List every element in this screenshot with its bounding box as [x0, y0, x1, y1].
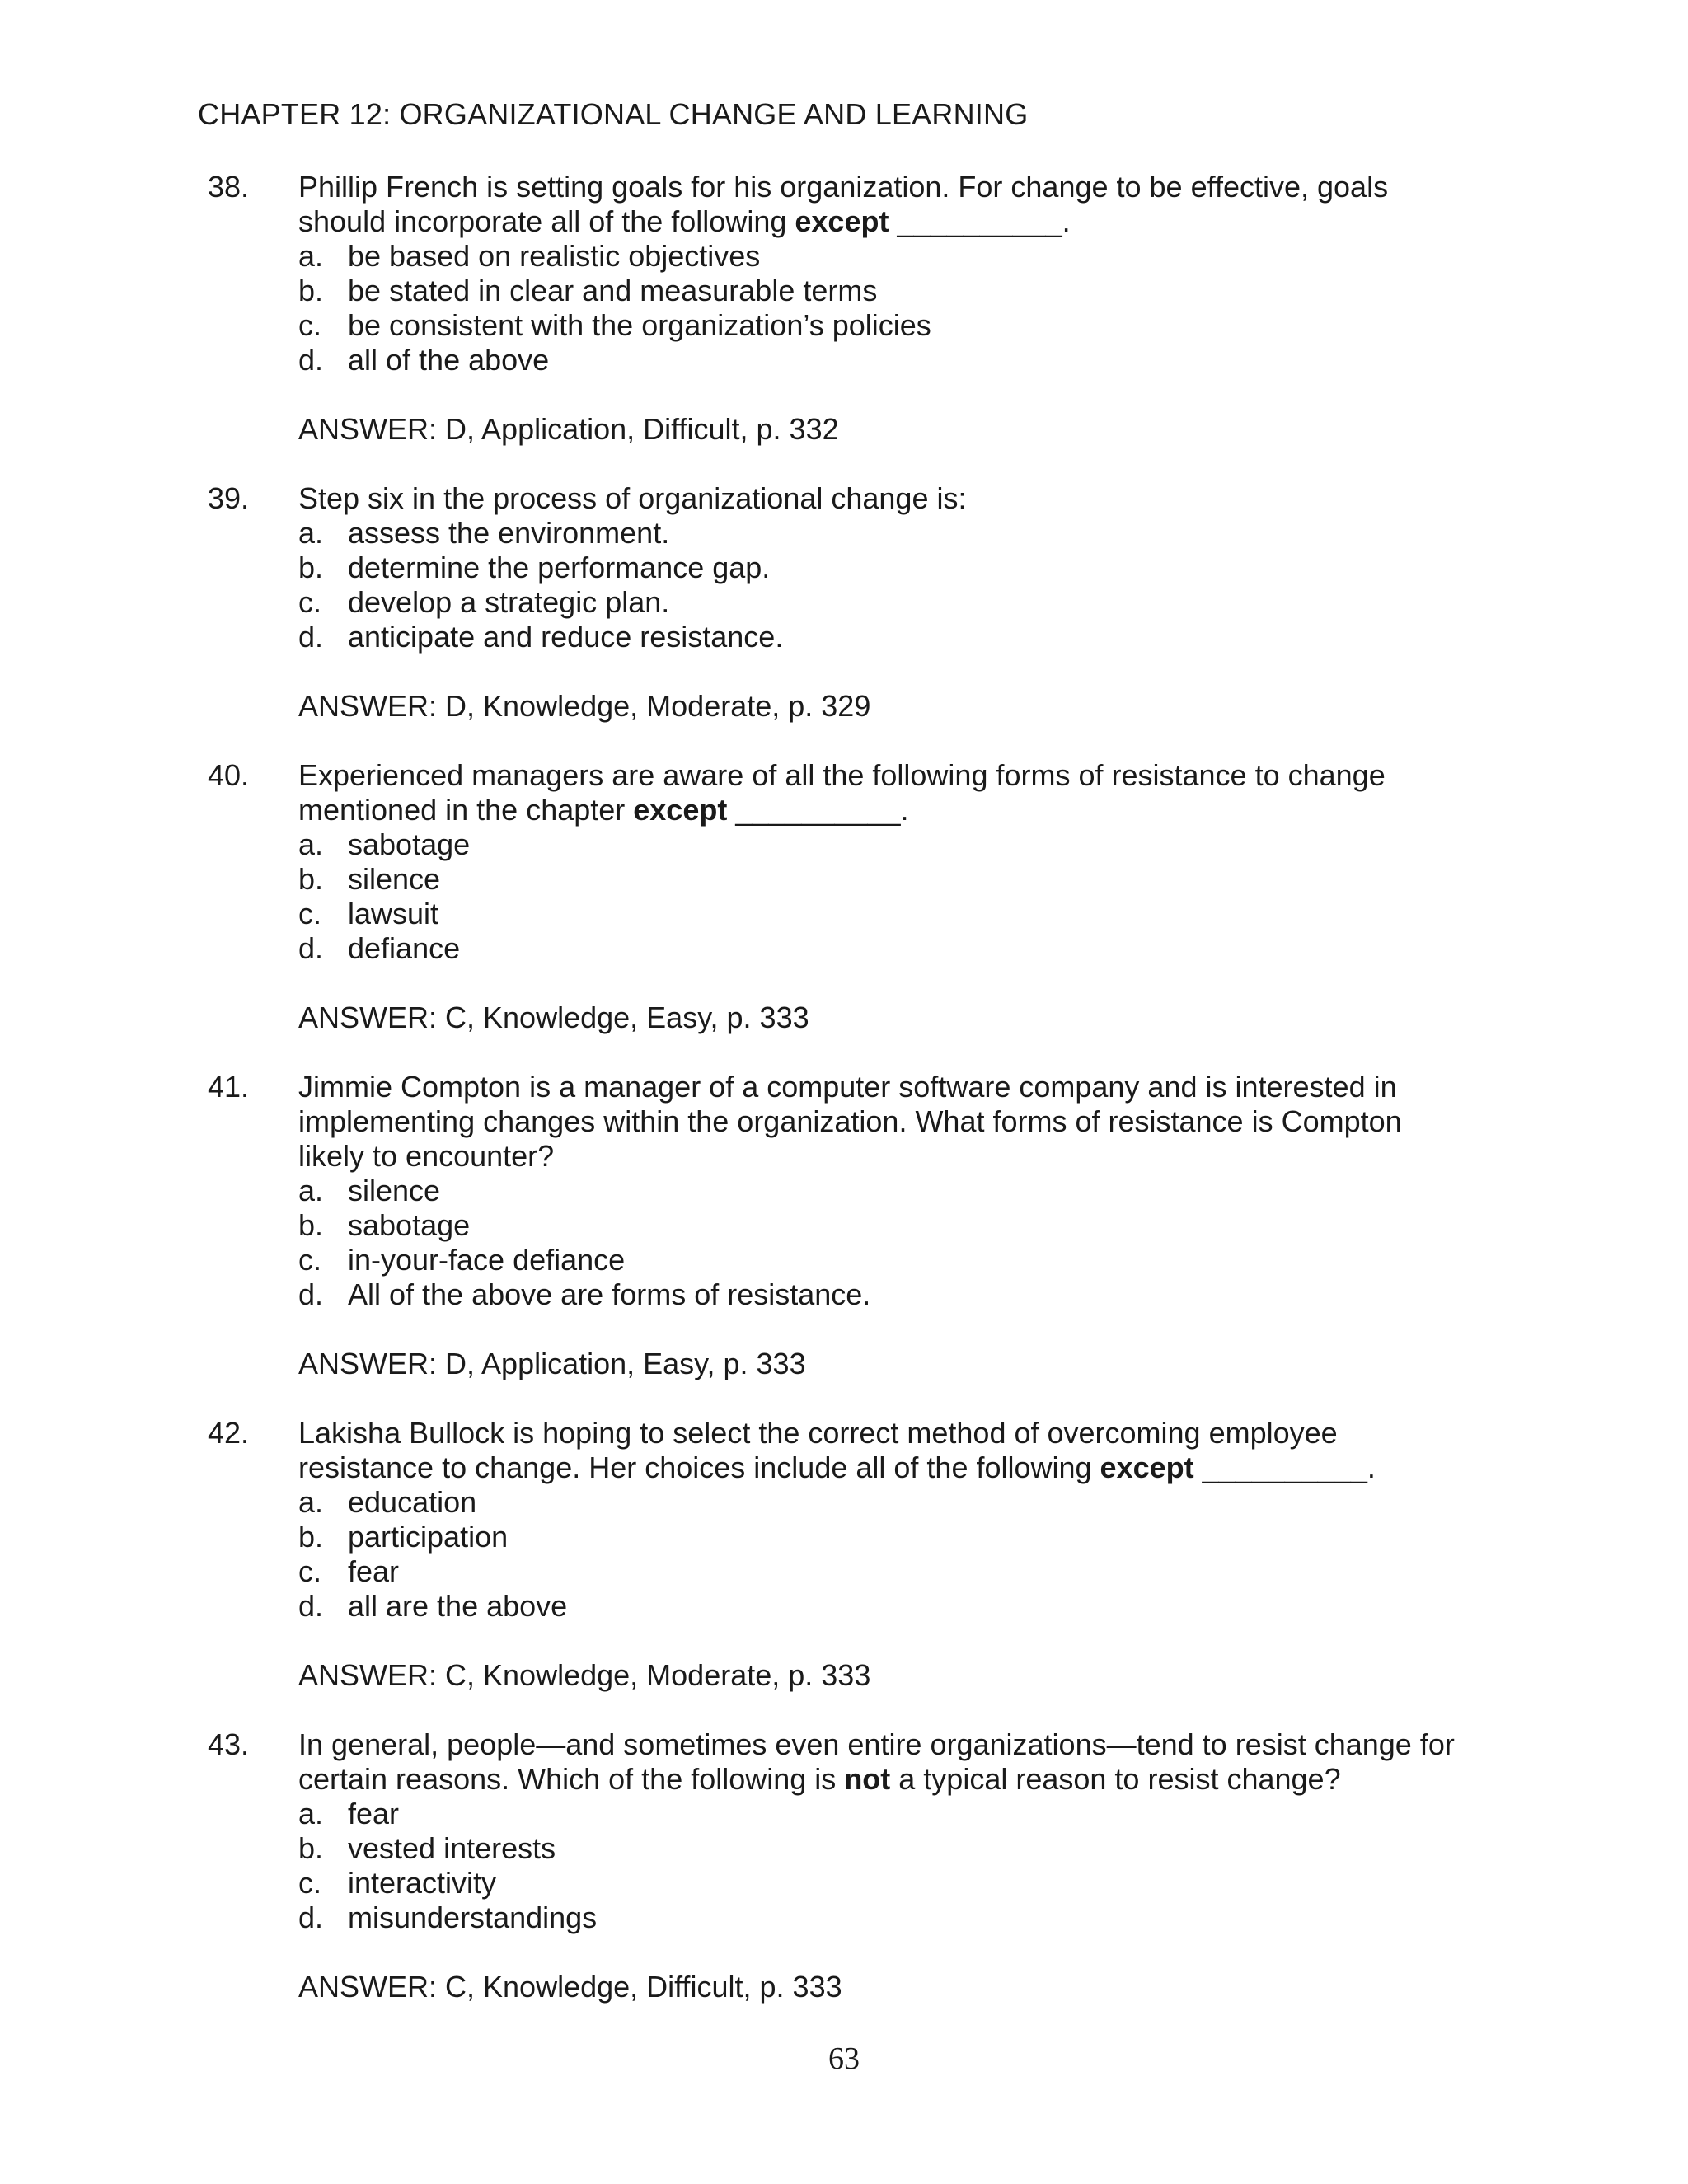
question-stem-line: mentioned in the chapter except __________. [298, 793, 909, 827]
question-stem-line: Experienced managers are aware of all the following forms of resistance to change [298, 758, 1386, 792]
choice-text: fear [348, 1554, 400, 1588]
choice-letter: a. [298, 516, 324, 550]
choice-text: assess the environment. [348, 516, 670, 550]
question-stem-line: implementing changes within the organization. What forms of resistance is Compton [298, 1104, 1402, 1138]
choice-text: silence [348, 1174, 441, 1207]
choice-text: in-your-face defiance [348, 1243, 626, 1277]
choice-text: participation [348, 1520, 509, 1554]
question-number: 40. [208, 758, 250, 792]
choice-letter: a. [298, 1485, 324, 1519]
answer-key: ANSWER: C, Knowledge, Difficult, p. 333 [298, 1970, 842, 2004]
answer-choice [298, 585, 1510, 620]
answer-choice [298, 1485, 1510, 1520]
question-40 [0, 758, 1688, 1035]
choice-text: develop a strategic plan. [348, 585, 670, 619]
choice-letter: d. [298, 1589, 324, 1623]
answer-key: ANSWER: C, Knowledge, Moderate, p. 333 [298, 1658, 871, 1692]
answer-key: ANSWER: C, Knowledge, Easy, p. 333 [298, 1001, 809, 1034]
answer-key: ANSWER: D, Application, Easy, p. 333 [298, 1347, 806, 1380]
answer-choice [298, 1589, 1510, 1624]
choice-letter: d. [298, 343, 324, 377]
question-body [298, 170, 1510, 447]
choice-text: All of the above are forms of resistance. [348, 1277, 871, 1311]
question-stem-line: Jimmie Compton is a manager of a computer software company and is interested in [298, 1070, 1397, 1104]
choice-text: all are the above [348, 1589, 568, 1623]
choice-letter: a. [298, 239, 324, 273]
choice-letter: d. [298, 1277, 324, 1311]
question-stem-line: resistance to change. Her choices include all of the following except __________. [298, 1451, 1376, 1484]
answer-choice [298, 1520, 1510, 1554]
question-body [298, 1727, 1510, 2004]
choice-text: fear [348, 1797, 400, 1830]
answer-choice [298, 1208, 1510, 1243]
choice-text: education [348, 1485, 477, 1519]
emphasis-text: except [795, 204, 889, 238]
answer-choice [298, 1866, 1510, 1900]
choice-text: anticipate and reduce resistance. [348, 620, 784, 654]
choice-letter: a. [298, 827, 324, 861]
question-number: 38. [208, 170, 250, 204]
emphasis-text: except [633, 793, 728, 827]
question-stem-line: Lakisha Bullock is hoping to select the correct method of overcoming employee [298, 1416, 1338, 1450]
question-body [298, 481, 1510, 724]
emphasis-text: except [1100, 1451, 1194, 1484]
answer-choice [298, 274, 1510, 308]
choice-letter: a. [298, 1174, 324, 1207]
chapter-title: CHAPTER 12: ORGANIZATIONAL CHANGE AND LEARNING [198, 97, 1029, 131]
answer-choice [298, 1554, 1510, 1589]
question-43 [0, 1727, 1688, 2004]
question-number: 41. [208, 1070, 250, 1104]
question-39 [0, 481, 1688, 724]
choice-text: vested interests [348, 1831, 556, 1865]
answer-choice [298, 1243, 1510, 1277]
answer-choice [298, 343, 1510, 377]
answer-choice [298, 1277, 1510, 1312]
question-number: 42. [208, 1416, 250, 1450]
choice-letter: d. [298, 1900, 324, 1934]
choice-letter: d. [298, 620, 324, 654]
answer-choice [298, 308, 1510, 343]
question-body [298, 758, 1510, 1035]
question-stem-line: In general, people—and sometimes even entire organizations—tend to resist change for [298, 1727, 1455, 1761]
choice-text: be consistent with the organization’s policies [348, 308, 931, 342]
question-41 [0, 1070, 1688, 1381]
question-stem-line: likely to encounter? [298, 1139, 555, 1173]
question-42 [0, 1416, 1688, 1693]
choice-letter: c. [298, 897, 322, 930]
choice-letter: c. [298, 585, 322, 619]
choice-letter: c. [298, 1243, 322, 1277]
choice-text: lawsuit [348, 897, 439, 930]
emphasis-text: not [844, 1762, 891, 1796]
choice-text: all of the above [348, 343, 550, 377]
choice-text: be stated in clear and measurable terms [348, 274, 878, 307]
choice-text: silence [348, 862, 441, 896]
answer-choice [298, 551, 1510, 585]
answer-choice [298, 897, 1510, 931]
question-stem-line: should incorporate all of the following except __________. [298, 204, 1071, 238]
question-body [298, 1416, 1510, 1693]
question-body [298, 1070, 1510, 1381]
choice-text: determine the performance gap. [348, 551, 771, 584]
choice-letter: b. [298, 1520, 324, 1554]
answer-key: ANSWER: D, Application, Difficult, p. 332 [298, 412, 839, 446]
choice-letter: b. [298, 274, 324, 307]
answer-choice [298, 827, 1510, 862]
question-stem-line: Step six in the process of organizational change is: [298, 481, 967, 515]
choice-letter: b. [298, 1208, 324, 1242]
question-number: 39. [208, 481, 250, 515]
question-list [0, 170, 1688, 2039]
choice-text: be based on realistic objectives [348, 239, 761, 273]
choice-text: misunderstandings [348, 1900, 598, 1934]
question-38 [0, 170, 1688, 447]
answer-choice [298, 931, 1510, 966]
question-stem-line: Phillip French is setting goals for his organization. For change to be effective, goals [298, 170, 1389, 204]
choice-letter: b. [298, 862, 324, 896]
choice-text: sabotage [348, 827, 471, 861]
choice-text: defiance [348, 931, 461, 965]
page-number: 63 [828, 2041, 860, 2076]
question-number: 43. [208, 1727, 250, 1761]
answer-choice [298, 239, 1510, 274]
choice-letter: a. [298, 1797, 324, 1830]
answer-choice [298, 862, 1510, 897]
answer-choice [298, 1174, 1510, 1208]
choice-text: interactivity [348, 1866, 497, 1900]
choice-letter: c. [298, 1554, 322, 1588]
answer-choice [298, 1797, 1510, 1831]
answer-key: ANSWER: D, Knowledge, Moderate, p. 329 [298, 689, 871, 723]
choice-letter: c. [298, 308, 322, 342]
choice-letter: b. [298, 551, 324, 584]
choice-text: sabotage [348, 1208, 471, 1242]
choice-letter: b. [298, 1831, 324, 1865]
answer-choice [298, 620, 1510, 654]
answer-choice [298, 1900, 1510, 1935]
choice-letter: c. [298, 1866, 322, 1900]
choice-letter: d. [298, 931, 324, 965]
answer-choice [298, 1831, 1510, 1866]
question-stem-line: certain reasons. Which of the following is not a typical reason to resist change? [298, 1762, 1341, 1796]
answer-choice [298, 516, 1510, 551]
